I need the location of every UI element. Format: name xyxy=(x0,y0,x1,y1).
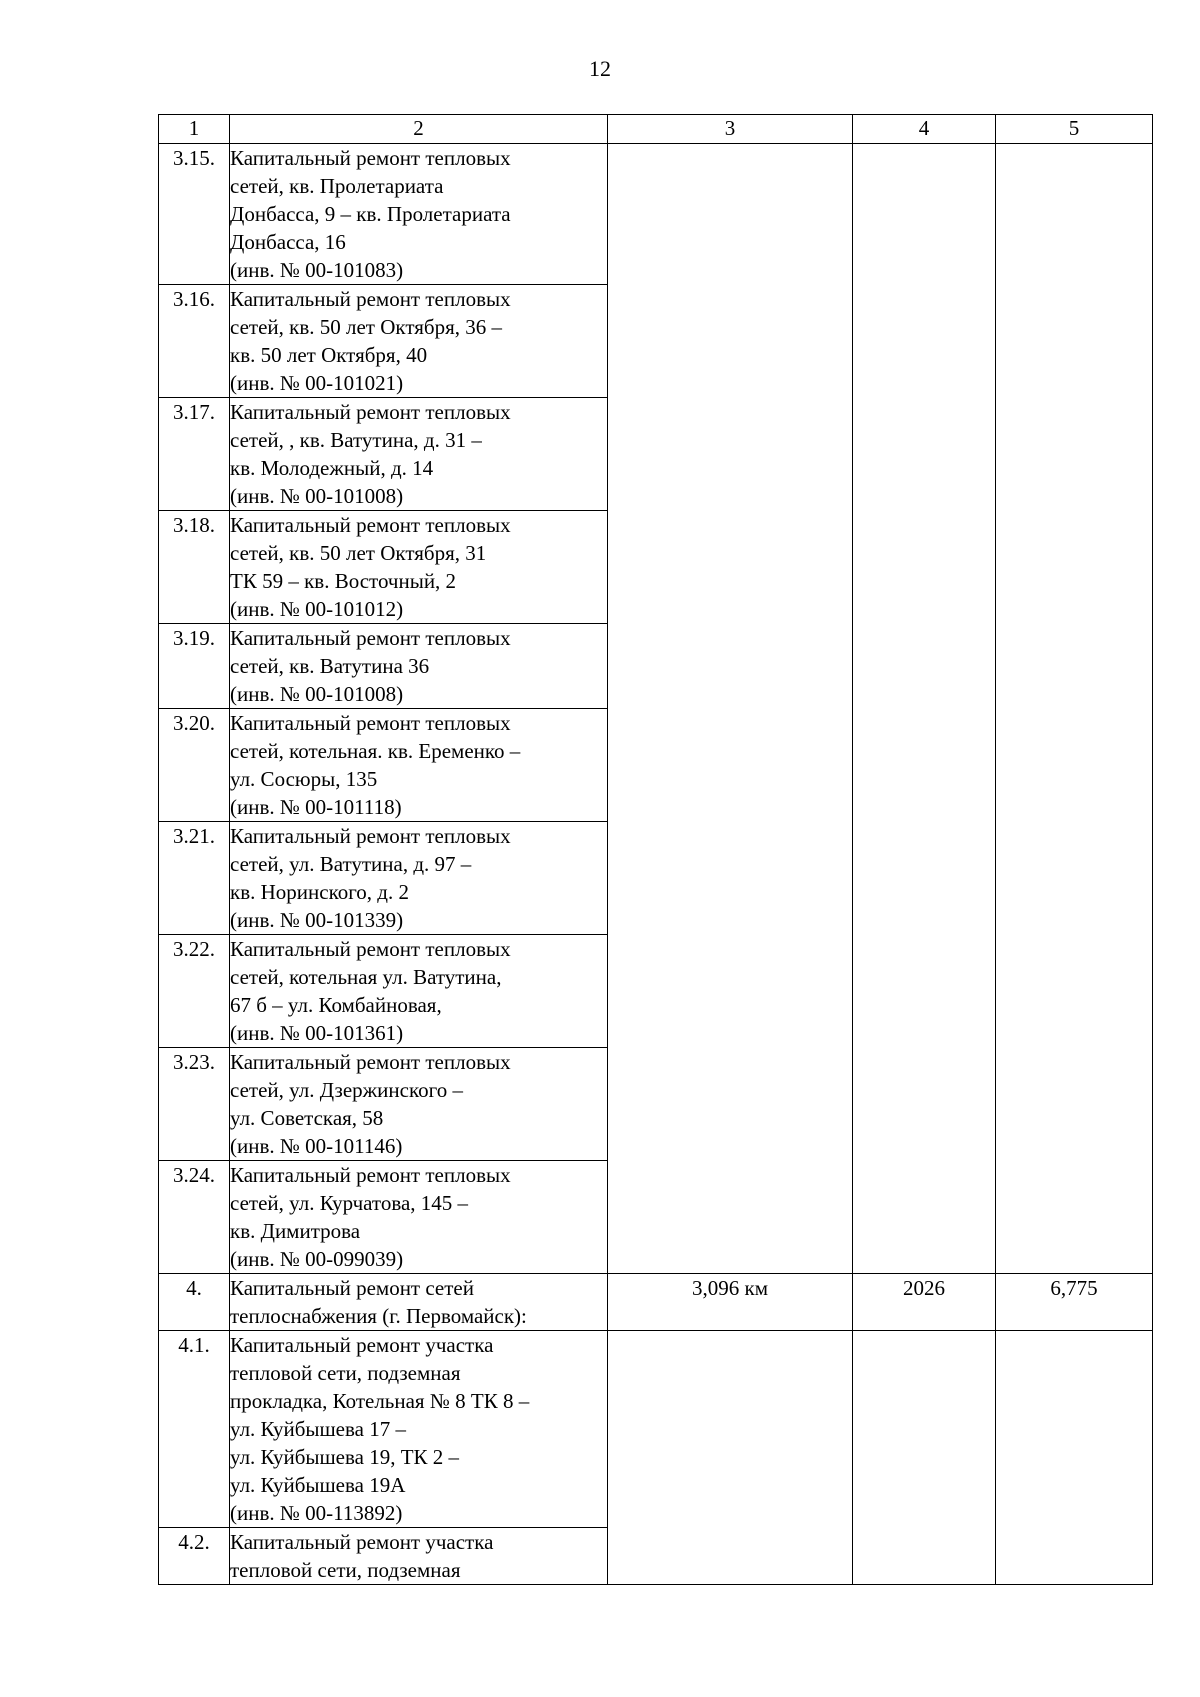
row-number: 3.18. xyxy=(159,511,230,624)
description-line: ул. Куйбышева 19А xyxy=(230,1473,406,1497)
description-line: кв. Димитрова xyxy=(230,1219,361,1243)
merged-cell-col4 xyxy=(853,144,996,1274)
row-description xyxy=(230,1161,608,1274)
row-description xyxy=(230,709,608,822)
row-description xyxy=(230,1048,608,1161)
description-line: (инв. № 00-101339) xyxy=(230,908,404,932)
description-line: ТК 59 – кв. Восточный, 2 xyxy=(230,569,457,593)
description-line: (инв. № 00-113892) xyxy=(230,1501,403,1525)
row-number: 3.16. xyxy=(159,285,230,398)
row-number: 3.19. xyxy=(159,624,230,709)
description-line: кв. 50 лет Октября, 40 xyxy=(230,343,428,367)
row-description xyxy=(230,1274,608,1331)
table-body xyxy=(159,115,1153,1585)
description-line: сетей, кв. 50 лет Октября, 36 – xyxy=(230,315,502,339)
description-line: Капитальный ремонт тепловых xyxy=(230,1163,511,1187)
row-number: 3.21. xyxy=(159,822,230,935)
description-line: (инв. № 00-101008) xyxy=(230,484,404,508)
description-line: Капитальный ремонт тепловых xyxy=(230,937,511,961)
row-number: 3.17. xyxy=(159,398,230,511)
description-line: прокладка, Котельная № 8 ТК 8 – xyxy=(230,1389,530,1413)
description-line: сетей, ул. Курчатова, 145 – xyxy=(230,1191,469,1215)
row-number: 3.22. xyxy=(159,935,230,1048)
row-description xyxy=(230,398,608,511)
header-cell-5: 5 xyxy=(996,115,1153,144)
description-line: Капитальный ремонт тепловых xyxy=(230,513,511,537)
description-line: Капитальный ремонт тепловых xyxy=(230,711,511,735)
description-line: Капитальный ремонт участка xyxy=(230,1333,494,1357)
description-line: кв. Молодежный, д. 14 xyxy=(230,456,434,480)
description-line: ул. Сосюры, 135 xyxy=(230,767,378,791)
description-line: (инв. № 00-101361) xyxy=(230,1021,404,1045)
description-line: сетей, кв. Пролетариата xyxy=(230,174,444,198)
value-cell-col5: 6,775 xyxy=(996,1274,1153,1331)
page-number: 12 xyxy=(589,56,611,81)
description-line: Донбасса, 9 – кв. Пролетариата xyxy=(230,202,511,226)
description-line: сетей, ул. Ватутина, д. 97 – xyxy=(230,852,472,876)
description-line: сетей, кв. 50 лет Октября, 31 xyxy=(230,541,487,565)
description-line: тепловой сети, подземная xyxy=(230,1361,461,1385)
description-line: сетей, котельная. кв. Еременко – xyxy=(230,739,521,763)
row-description xyxy=(230,624,608,709)
description-line: Капитальный ремонт тепловых xyxy=(230,1050,511,1074)
row-number: 4.2. xyxy=(159,1528,230,1585)
table-row xyxy=(159,144,1153,285)
merged-cell-col4 xyxy=(853,1331,996,1585)
description-line: Донбасса, 16 xyxy=(230,230,346,254)
value-cell-col4: 2026 xyxy=(853,1274,996,1331)
row-description xyxy=(230,822,608,935)
description-line: Капитальный ремонт сетей xyxy=(230,1276,474,1300)
table-row xyxy=(159,1331,1153,1528)
description-line: (инв. № 00-101083) xyxy=(230,258,404,282)
description-line: 67 б – ул. Комбайновая, xyxy=(230,993,442,1017)
description-line: ул. Советская, 58 xyxy=(230,1106,384,1130)
row-number: 3.23. xyxy=(159,1048,230,1161)
description-line: Капитальный ремонт тепловых xyxy=(230,146,511,170)
works-table xyxy=(158,114,1153,1585)
description-line: тепловой сети, подземная xyxy=(230,1558,461,1582)
description-line: Капитальный ремонт участка xyxy=(230,1530,494,1554)
description-line: сетей, ул. Дзержинского – xyxy=(230,1078,463,1102)
row-number: 4.1. xyxy=(159,1331,230,1528)
row-number: 3.24. xyxy=(159,1161,230,1274)
description-line: теплоснабжения (г. Первомайск): xyxy=(230,1304,527,1328)
description-line: (инв. № 00-101118) xyxy=(230,795,402,819)
table-row xyxy=(159,1274,1153,1331)
value-cell-col3: 3,096 км xyxy=(608,1274,853,1331)
row-description xyxy=(230,935,608,1048)
description-line: Капитальный ремонт тепловых xyxy=(230,824,511,848)
description-line: сетей, кв. Ватутина 36 xyxy=(230,654,430,678)
row-description xyxy=(230,285,608,398)
description-line: (инв. № 00-101012) xyxy=(230,597,404,621)
description-line: Капитальный ремонт тепловых xyxy=(230,287,511,311)
description-line: сетей, котельная ул. Ватутина, xyxy=(230,965,502,989)
header-cell-4: 4 xyxy=(853,115,996,144)
merged-cell-col3 xyxy=(608,144,853,1274)
header-cell-2: 2 xyxy=(230,115,608,144)
merged-cell-col5 xyxy=(996,1331,1153,1585)
header-cell-3: 3 xyxy=(608,115,853,144)
header-row xyxy=(159,115,1153,144)
description-line: ул. Куйбышева 19, ТК 2 – xyxy=(230,1445,460,1469)
description-line: кв. Норинского, д. 2 xyxy=(230,880,409,904)
description-line: (инв. № 00-099039) xyxy=(230,1247,404,1271)
description-line: (инв. № 00-101021) xyxy=(230,371,404,395)
row-number: 3.20. xyxy=(159,709,230,822)
row-description xyxy=(230,1331,608,1528)
description-line: сетей, , кв. Ватутина, д. 31 – xyxy=(230,428,482,452)
row-description xyxy=(230,144,608,285)
merged-cell-col3 xyxy=(608,1331,853,1585)
row-number: 3.15. xyxy=(159,144,230,285)
description-line: ул. Куйбышева 17 – xyxy=(230,1417,406,1441)
description-line: Капитальный ремонт тепловых xyxy=(230,400,511,424)
description-line: (инв. № 00-101008) xyxy=(230,682,404,706)
merged-cell-col5 xyxy=(996,144,1153,1274)
description-line: Капитальный ремонт тепловых xyxy=(230,626,511,650)
row-number: 4. xyxy=(159,1274,230,1331)
description-line: (инв. № 00-101146) xyxy=(230,1134,403,1158)
row-description xyxy=(230,1528,608,1585)
header-cell-1: 1 xyxy=(159,115,230,144)
row-description xyxy=(230,511,608,624)
